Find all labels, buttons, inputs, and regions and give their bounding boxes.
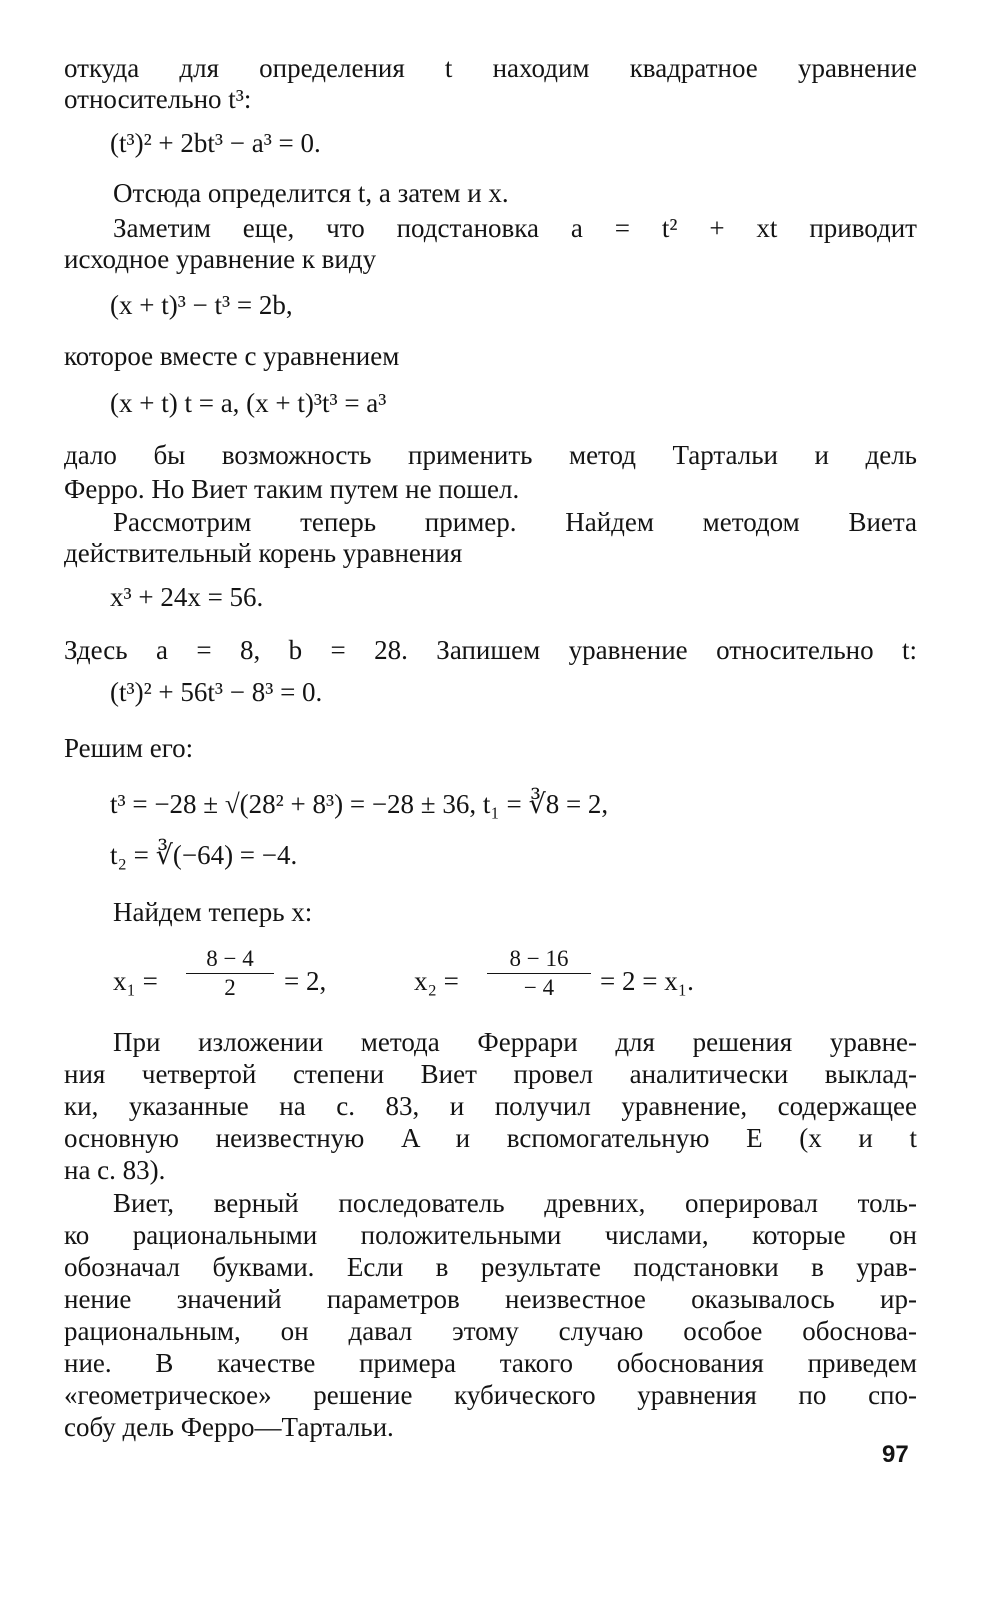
equation-1: (t³)² + 2bt³ − a³ = 0.	[110, 128, 321, 158]
fraction-bar	[186, 973, 274, 974]
text-line-13: Найдем теперь x:	[113, 897, 313, 927]
text-line-26: собу дель Ферро—Тартальи.	[64, 1412, 394, 1442]
text-line-10: действительный корень уравнения	[64, 538, 463, 568]
text-line-11: Здесь a = 8, b = 28. Запишем уравнение относительно t:	[64, 635, 917, 665]
text-line-16: ки, указанные на с. 83, и получил уравнение, содержащее	[64, 1091, 917, 1121]
text-line-4: Заметим еще, что подстановка a = t² + xt приводит	[113, 213, 917, 243]
x2-rhs: = 2 = x₁.	[600, 966, 694, 996]
fraction-bar	[487, 973, 591, 974]
equation-7: t₂ = ∛(−64) = −4.	[110, 840, 298, 870]
fraction-x1-numerator: 8 − 4	[206, 946, 254, 971]
text-line-9: Рассмотрим теперь пример. Найдем методом Виета	[113, 507, 917, 537]
page-number: 97	[882, 1441, 909, 1468]
text-line-5: исходное уравнение к виду	[64, 244, 377, 274]
equation-4: x³ + 24x = 56.	[110, 582, 264, 612]
x2-lhs: x₂ =	[414, 966, 459, 996]
fraction-x2	[487, 946, 591, 1001]
equation-5: (t³)² + 56t³ − 8³ = 0.	[110, 677, 323, 707]
text-line-17: основную неизвестную A и вспомогательную E (x и t	[64, 1123, 917, 1153]
text-line-25: «геометрическое» решение кубического уравнения по спо-	[64, 1380, 917, 1410]
equation-3: (x + t) t = a, (x + t)³t³ = a³	[110, 388, 387, 418]
text-line-24: ние. В качестве примера такого обоснования приведем	[64, 1348, 917, 1378]
text-line-7: дало бы возможность применить метод Тартальи и дель	[64, 440, 917, 470]
x1-lhs: x₁ =	[113, 966, 158, 996]
text-line-14: При изложении метода Феррари для решения уравне-	[113, 1027, 917, 1057]
text-line-23: рациональным, он давал этому случаю особое обоснова-	[64, 1316, 917, 1346]
fraction-x2-denominator: − 4	[523, 975, 555, 1000]
equation-2: (x + t)³ − t³ = 2b,	[110, 290, 293, 320]
text-line-15: ния четвертой степени Виет провел аналитически выклад-	[64, 1059, 917, 1089]
text-line-20: ко рациональными положительными числами, которые он	[64, 1220, 917, 1250]
text-line-3: Отсюда определится t, а затем и x.	[113, 178, 509, 208]
fraction-x2-numerator: 8 − 16	[509, 946, 569, 971]
text-line-1: откуда для определения t находим квадратное уравнение	[64, 53, 917, 83]
fraction-x1-denominator: 2	[224, 975, 236, 1000]
text-line-18: на с. 83).	[64, 1155, 166, 1185]
text-line-22: нение значений параметров неизвестное оказывалось ир-	[64, 1284, 917, 1314]
equation-6: t³ = −28 ± √(28² + 8³) = −28 ± 36, t₁ = ∛8 = 2,	[110, 789, 609, 819]
x1-rhs: = 2,	[284, 966, 327, 996]
text-line-8: Ферро. Но Виет таким путем не пошел.	[64, 474, 520, 504]
text-line-6: которое вместе с уравнением	[64, 341, 400, 371]
text-line-2: относительно t³:	[64, 84, 252, 114]
text-line-21: обозначал буквами. Если в результате подстановки в урав-	[64, 1252, 917, 1282]
fraction-x1	[186, 946, 274, 1001]
text-line-12: Решим его:	[64, 733, 194, 763]
text-line-19: Виет, верный последователь древних, оперировал толь-	[113, 1188, 917, 1218]
